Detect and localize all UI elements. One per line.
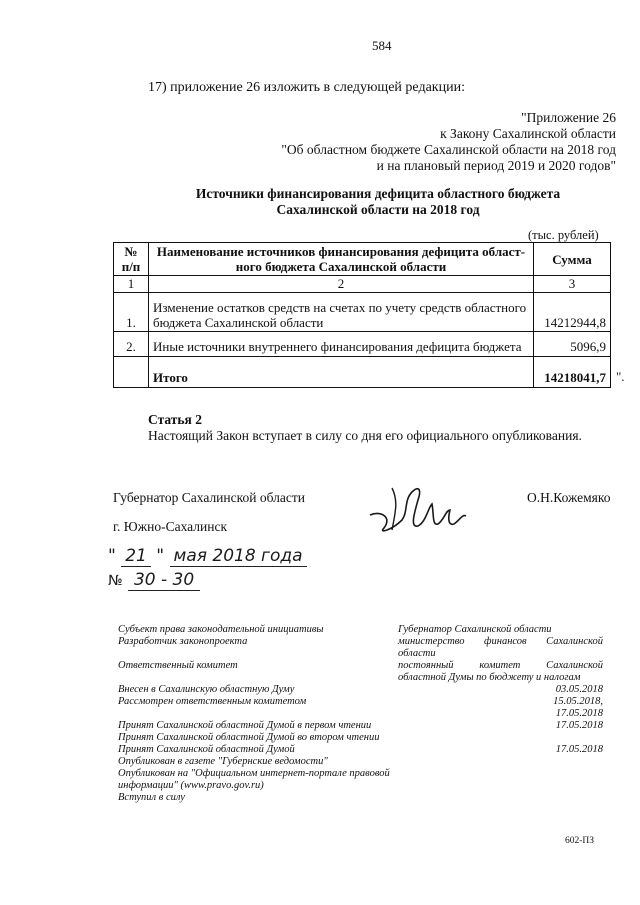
first-reading-date: 17.05.2018 xyxy=(555,720,603,731)
row-num: 1. xyxy=(114,293,149,332)
header-name-line: Наименование источников финансирования дефицита област- xyxy=(156,244,526,259)
appendix-line: "Об областном бюджете Сахалинской области на 2018 год xyxy=(281,142,616,157)
committee-value-line1: постоянный комитет Сахалинской xyxy=(398,660,603,671)
signatory-name: О.Н.Кожемяко xyxy=(527,490,611,505)
meta-label: Принят Сахалинской областной Думой в первом чтении xyxy=(118,720,372,731)
date-month-year: мая 2018 года xyxy=(170,546,307,567)
header-name xyxy=(149,243,534,276)
header-num-line: п/п xyxy=(121,259,141,274)
meta-label: Принят Сахалинской областной Думой во втором чтении xyxy=(118,732,380,743)
unit-label: (тыс. рублей) xyxy=(528,228,599,242)
meta-label: Опубликован в газете "Губернские ведомости" xyxy=(118,756,328,767)
procedure-labels xyxy=(118,624,390,804)
header-sum: Сумма xyxy=(534,243,611,276)
committee-value-line2: областной Думы по бюджету и налогам xyxy=(398,672,581,683)
row-name: Иные источники внутреннего финансирования дефицита бюджета xyxy=(149,332,534,357)
page-number: 584 xyxy=(372,38,392,53)
intro-text: 17) приложение 26 изложить в следующей редакции: xyxy=(148,80,465,95)
total-num xyxy=(114,357,149,388)
title-line: Источники финансирования дефицита областного бюджета xyxy=(195,186,561,201)
appendix-header xyxy=(281,110,616,174)
signing-city: г. Южно-Сахалинск xyxy=(113,519,228,534)
meta-label: Разработчик законопроекта xyxy=(118,636,248,647)
handwritten-number xyxy=(108,570,200,590)
adopted-date: 17.05.2018 xyxy=(555,744,603,755)
subject-value: Губернатор Сахалинской области xyxy=(398,624,552,635)
meta-label: информации" (www.pravo.gov.ru) xyxy=(118,780,264,791)
introduced-date: 03.05.2018 xyxy=(555,684,603,695)
table-header-row xyxy=(114,243,611,276)
law-number: 30 - 30 xyxy=(128,570,200,591)
reviewed-date: 15.05.2018, xyxy=(553,696,603,707)
date-quote: " xyxy=(156,546,165,566)
meta-label: Рассмотрен ответственным комитетом xyxy=(118,696,307,707)
table-index-row xyxy=(114,276,611,293)
meta-label: Опубликован на "Официальном интернет-портале правовой xyxy=(118,768,390,779)
table-total-row xyxy=(114,357,611,388)
article-title: Статья 2 xyxy=(148,412,202,427)
developer-value: министерство финансов Сахалинской области xyxy=(398,636,603,659)
meta-label: Вступил в силу xyxy=(118,792,185,803)
appendix-line: и на плановый период 2019 и 2020 годов" xyxy=(376,158,616,173)
header-name-line: ного бюджета Сахалинской области xyxy=(235,259,447,274)
index-cell: 1 xyxy=(114,276,149,293)
index-cell: 3 xyxy=(534,276,611,293)
row-name-line: бюджета Сахалинской области xyxy=(153,315,324,330)
row-name xyxy=(149,293,534,332)
date-quote: " xyxy=(108,546,116,566)
header-num xyxy=(114,243,149,276)
appendix-line: к Закону Сахалинской области xyxy=(440,126,616,141)
header-num-line: № xyxy=(124,244,138,259)
total-label: Итого xyxy=(149,357,534,388)
financing-sources-table xyxy=(113,242,611,388)
index-cell: 2 xyxy=(149,276,534,293)
meta-label: Ответственный комитет xyxy=(118,660,238,671)
handwritten-date xyxy=(108,546,307,566)
reviewed-date: 17.05.2018 xyxy=(555,708,603,719)
number-label: № xyxy=(108,573,123,589)
closing-quote: ". xyxy=(616,369,625,384)
document-title xyxy=(178,186,578,218)
total-sum: 14218041,7 xyxy=(534,357,611,388)
footer-code: 602-ПЗ xyxy=(565,836,595,846)
signatory-title: Губернатор Сахалинской области xyxy=(113,490,305,505)
meta-label: Внесен в Сахалинскую областную Думу xyxy=(118,684,295,695)
appendix-line: "Приложение 26 xyxy=(521,110,616,125)
meta-label: Принят Сахалинской областной Думой xyxy=(118,744,295,755)
meta-label: Субъект права законодательной инициативы xyxy=(118,624,324,635)
title-line: Сахалинской области на 2018 год xyxy=(276,202,480,217)
row-num: 2. xyxy=(114,332,149,357)
article-text: Настоящий Закон вступает в силу со дня его официального опубликования. xyxy=(148,428,582,443)
date-day: 21 xyxy=(121,546,151,567)
row-sum: 5096,9 xyxy=(534,332,611,357)
row-sum: 14212944,8 xyxy=(534,293,611,332)
table-row xyxy=(114,293,611,332)
signature-image xyxy=(362,470,472,540)
row-name-line: Изменение остатков средств на счетах по учету средств областного xyxy=(153,300,527,315)
table-row xyxy=(114,332,611,357)
